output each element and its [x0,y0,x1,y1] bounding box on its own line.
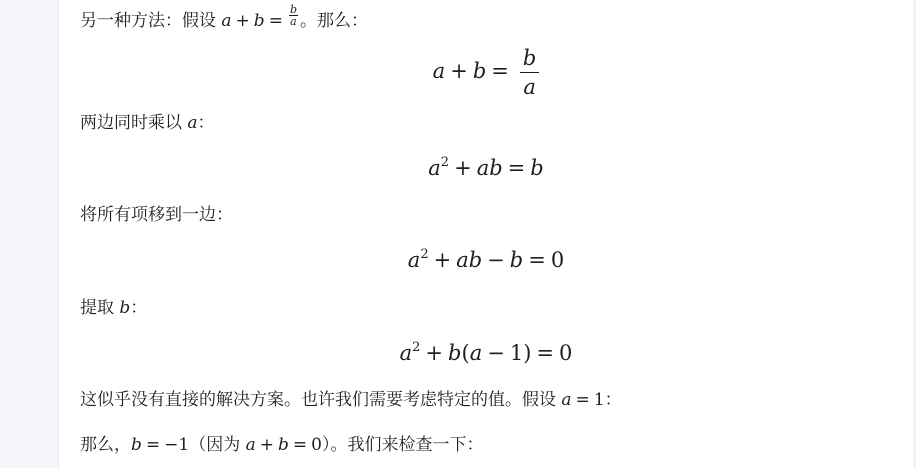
math-op: + [454,156,472,180]
math-op: = [292,435,308,455]
math-number: 0 [311,435,322,455]
math-number: 1 [509,341,524,365]
math-var: a [221,11,232,31]
math-op: + [433,248,452,272]
paragraph-text: 这似乎没有直接的解决方案。也许我们需要考虑特定的值。假设 [80,390,562,410]
paragraph-multiply [80,111,215,135]
fraction-denominator: a [523,75,536,99]
display-fraction [520,46,539,99]
fraction-numerator: b [289,3,297,16]
paragraph-text: 提取 [80,298,120,318]
display-equation-2 [80,154,892,182]
paragraph-check [80,433,483,457]
math-exponent: 2 [412,340,421,355]
paragraph-alt-method [80,4,368,33]
math-var: b [131,435,142,455]
math-op: = [507,156,526,180]
math-var: a [432,59,446,83]
math-op: + [235,11,250,31]
inline-fraction [289,4,298,27]
math-exponent: 2 [420,247,429,262]
math-var: b [278,435,289,455]
math-exponent: 2 [440,155,450,170]
math-var: b [253,11,265,31]
message-content [80,0,880,468]
math-var: a [245,435,256,455]
display-equation-1 [80,46,892,99]
paragraph-special-value [80,388,622,412]
math-op: = [145,435,161,455]
paragraph-move-terms [80,203,233,227]
fraction-denominator: a [290,15,297,28]
math-op: = [268,11,283,31]
paragraph-text: ）。我们来检查一下： [321,435,484,455]
math-var: a [469,341,483,365]
math-op: = [491,59,509,83]
math-var: a [561,390,572,410]
math-var: b [472,59,487,83]
math-var: b [119,298,131,318]
math-paren: ( [461,341,470,365]
math-op: − [487,341,505,365]
math-op: + [450,59,468,83]
math-var: ab [476,156,503,180]
math-number: 0 [550,248,565,272]
math-op: + [259,435,274,455]
math-number: 1 [593,390,605,410]
display-equation-3 [80,246,892,274]
math-var: a [428,156,441,180]
paragraph-text: ： [604,390,622,410]
math-op: = [575,390,590,410]
math-var: b [448,341,462,365]
left-sidebar-strip [0,0,59,468]
paragraph-text: ： [197,113,215,133]
math-op: = [536,341,555,365]
math-number: 0 [559,341,573,365]
math-op: + [425,341,444,365]
display-equation-4 [80,339,892,367]
math-op: = [528,248,546,272]
math-var: a [407,248,421,272]
paragraph-text: 两边同时乘以 [80,113,188,133]
math-var: a [399,341,413,365]
paragraph-text: ： [130,298,148,318]
math-var: ab [456,248,483,272]
paragraph-text: 另一种方法：假设 [80,11,222,31]
math-op: − [487,248,505,272]
paragraph-text: 。那么： [299,11,368,31]
math-var: b [530,156,544,180]
paragraph-factor [80,296,147,320]
paragraph-text: 那么， [80,435,131,455]
fraction-numerator: b [520,46,539,73]
math-number: −1 [164,435,190,455]
math-var: a [187,113,198,133]
math-var: b [509,248,524,272]
paragraph-text: （因为 [189,435,246,455]
paragraph-text: 将所有项移到一边： [80,205,233,225]
math-paren: ) [523,341,532,365]
